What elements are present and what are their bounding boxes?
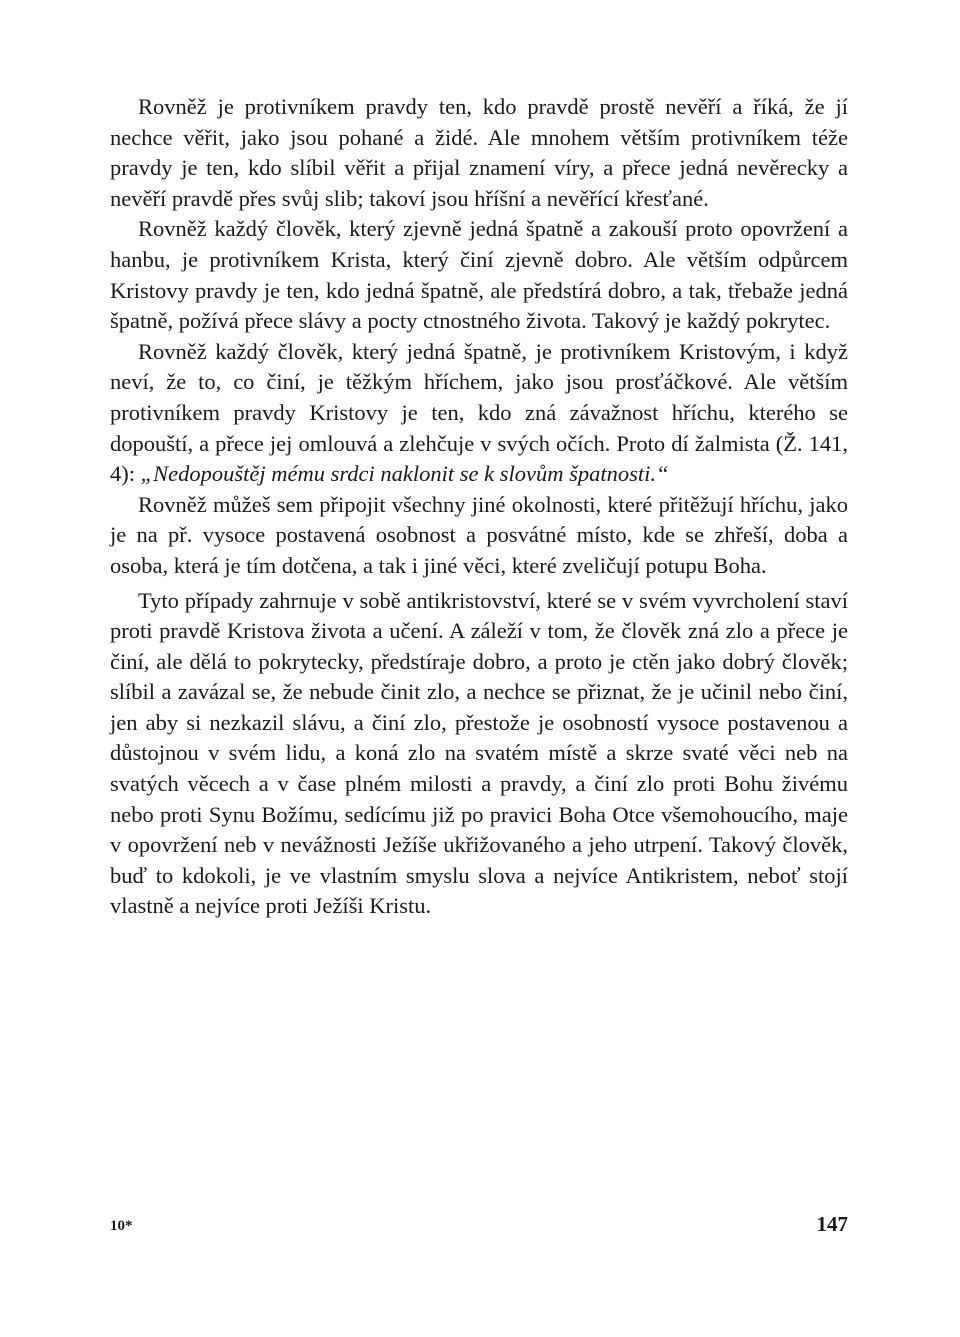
psalm-quote: „Nedopouštěj mému srdci naklonit se k slovům špatnosti.“ [140, 461, 669, 487]
paragraph-3-text: Rovněž každý člověk, který jedná špatně, je protivníkem Kristovým, i když neví, že to, co činí, je těžkým hříchem, jako jsou prosťáčkové. Ale větším protivníkem pravdy Kristovy je ten, kdo zná závažnost hříchu, kterého se dopouští, a přece jej omlouvá a zlehčuje v svých očích. Proto dí žalmista (Ž. 141, 4): [110, 338, 848, 487]
paragraph-1: Rovněž je protivníkem pravdy ten, kdo pravdě prostě nevěří a říká, že jí nechce věřit, jako jsou pohané a židé. Ale mnohem větším protivníkem téže pravdy je ten, kdo slíbil věřit a přijal znamení víry, a přece jedná nevěrecky a nevěří pravdě přes svůj slib; takoví jsou hříšní a nevěřící křesťané. [110, 94, 848, 211]
printer-signature: 10* [110, 1218, 133, 1234]
paragraph-4: Rovněž můžeš sem připojit všechny jiné okolnosti, které přitěžují hříchu, jako je na př. vysoce postavená osobnost a posvátné místo, kde se zhřeší, doba a osoba, která je tím dotčena, a tak i jiné věci, které zveličují potupu Boha. [110, 491, 848, 578]
paragraph-3 [110, 337, 848, 490]
paragraph-5: Tyto případy zahrnuje v sobě antikristovství, které se v svém vyvrcholení staví proti pravdě Kristova života a učení. A záleží v tom, že člověk zná zlo a přece je činí, ale dělá to pokrytecky, předstíraje dobro, a proto je ctěn jako dobrý člověk; slíbil a zavázal se, že nebude činit zlo, a nechce se přiznat, že je učinil nebo činí, jen aby si nezkazil slávu, a činí zlo, přestože je osobností vysoce postavenou a důstojnou v svém lidu, a koná zlo na svatém místě a skrze svaté věci neb na svatých věcech a v čase plném milosti a pravdy, a činí zlo proti Bohu živému nebo proti Synu Božímu, sedícímu již po pravici Boha Otce všemohoucího, maje v opovržení neb v nevážnosti Ježíše ukřižovaného a jeho utrpení. Takový člověk, buď to kdokoli, je ve vlastním smyslu slova a nejvíce Antikristem, neboť stojí vlastně a nejvíce proti Ježíši Kristu. [110, 587, 848, 919]
page-number: 147 [816, 1212, 848, 1236]
paragraph-2: Rovněž každý člověk, který zjevně jedná špatně a zakouší proto opovržení a hanbu, je protivníkem Krista, který činí zjevně dobro. Ale větším odpůrcem Kristovy pravdy je ten, kdo jedná špatně, ale předstírá dobro, a tak, třebaže jedná špatně, požívá přece slávy a pocty ctnostného života. Takový je každý pokrytec. [110, 216, 848, 334]
body-text [110, 92, 848, 922]
